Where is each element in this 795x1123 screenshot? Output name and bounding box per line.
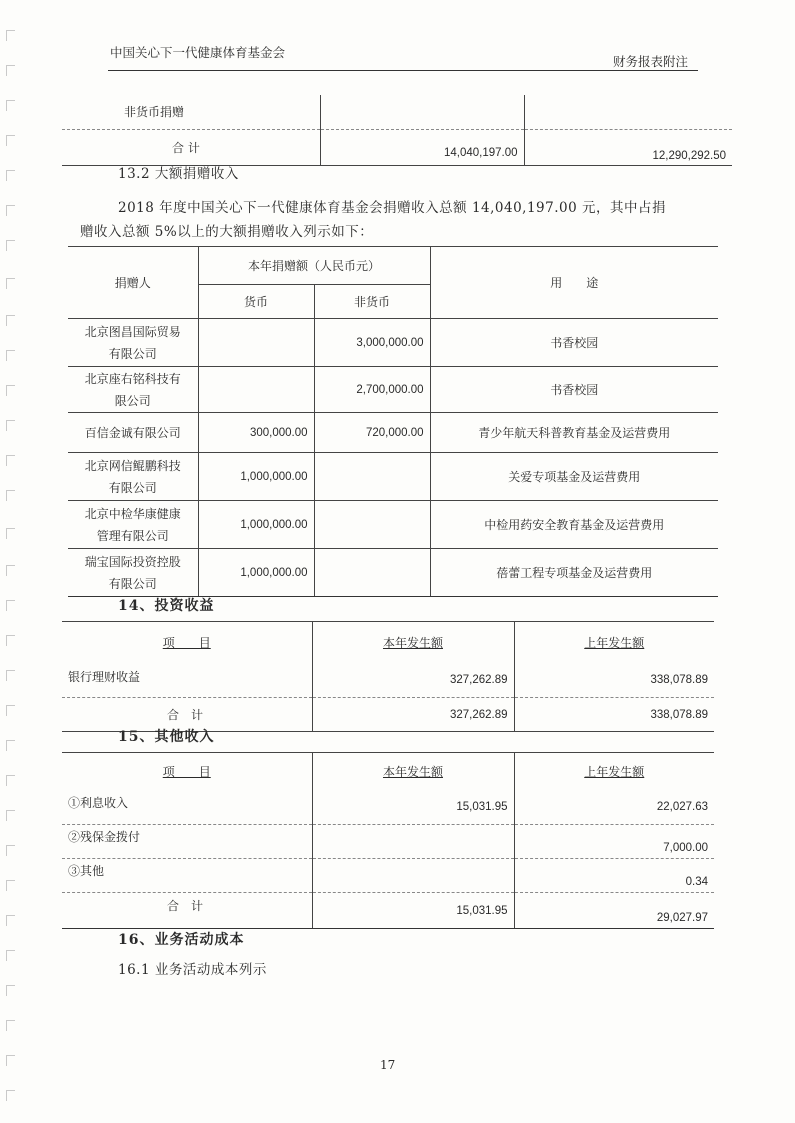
row-label: ①利息收入	[62, 791, 312, 825]
total-label: 合 计	[62, 129, 320, 165]
donor-name-line1: 北京座右铭科技有	[84, 371, 181, 386]
donor-cell	[68, 501, 198, 549]
table-row	[68, 501, 718, 549]
row-current	[312, 825, 514, 859]
row-label: ③其他	[62, 859, 312, 893]
purpose-cell: 青少年航天科普教育基金及运营费用	[430, 413, 718, 453]
col-current-text: 本年发生额	[382, 765, 443, 780]
donor-name-line1: 北京中检华康健康	[84, 506, 181, 521]
header-donor: 捐赠人	[68, 247, 198, 319]
table-row	[62, 859, 714, 893]
total-previous: 29,027.97	[514, 893, 714, 929]
section-13-2-para-line2: 赠收入总额 5%以上的大额捐赠收入列示如下：	[80, 224, 374, 240]
total-label: 合 计	[62, 893, 312, 929]
col-previous-text: 上年发生额	[584, 765, 645, 780]
noncash-cell: 720,000.00	[314, 413, 430, 453]
donor-name-line1: 北京图昌国际贸易	[84, 324, 181, 339]
header-rule	[108, 70, 698, 71]
cash-cell: 1,000,000.00	[198, 501, 314, 549]
section-16-heading: 16、业务活动成本	[118, 932, 245, 948]
cash-cell	[198, 319, 314, 367]
section-15-heading: 15、其他收入	[118, 729, 215, 745]
col-current	[312, 622, 514, 664]
page-number: 17	[380, 1058, 396, 1072]
donor-cell: 百信金诚有限公司	[68, 413, 198, 453]
col-current	[312, 753, 514, 791]
cash-cell	[198, 367, 314, 413]
donor-cell	[68, 549, 198, 597]
cash-cell: 300,000.00	[198, 413, 314, 453]
purpose-cell: 书香校园	[430, 367, 718, 413]
col-item	[62, 753, 312, 791]
row-previous: 7,000.00	[514, 825, 714, 859]
purpose-cell: 中检用药安全教育基金及运营费用	[430, 501, 718, 549]
noncash-cell	[314, 501, 430, 549]
donor-cell	[68, 367, 198, 413]
donor-name-line2: 有限公司	[108, 346, 157, 361]
total-previous: 338,078.89	[514, 698, 714, 732]
top-table	[62, 95, 732, 166]
row-previous	[524, 95, 732, 129]
investment-table	[62, 621, 714, 732]
header-doc-label: 财务报表附注	[613, 54, 689, 69]
row-current	[320, 95, 524, 129]
row-previous: 22,027.63	[514, 791, 714, 825]
col-item-text: 项 目	[162, 636, 211, 651]
header-amount: 本年捐赠额（人民币元）	[198, 247, 430, 285]
donor-cell	[68, 319, 198, 367]
col-previous	[514, 753, 714, 791]
row-current	[312, 859, 514, 893]
col-item	[62, 622, 312, 664]
noncash-cell	[314, 453, 430, 501]
table-row	[68, 319, 718, 367]
donor-name-line1: 北京网信鲲鹏科技	[84, 458, 181, 473]
section-16-1-heading: 16.1 业务活动成本列示	[118, 962, 267, 978]
total-previous: 12,290,292.50	[524, 129, 732, 165]
table-row	[68, 549, 718, 597]
donor-name-line2: 有限公司	[108, 480, 157, 495]
total-label: 合 计	[62, 698, 312, 732]
table-row	[62, 893, 714, 929]
purpose-cell: 蓓蕾工程专项基金及运营费用	[430, 549, 718, 597]
table-row	[62, 95, 732, 129]
header-org-name: 中国关心下一代健康体育基金会	[110, 45, 286, 60]
donor-name-line2: 限公司	[114, 393, 151, 408]
donor-name-line2: 管理有限公司	[96, 528, 169, 543]
col-current-text: 本年发生额	[382, 636, 443, 651]
header-cash: 货币	[198, 285, 314, 319]
total-current: 14,040,197.00	[320, 129, 524, 165]
cash-cell: 1,000,000.00	[198, 549, 314, 597]
col-item-text: 项 目	[162, 765, 211, 780]
header-purpose: 用 途	[430, 247, 718, 319]
other-income-table	[62, 752, 714, 929]
table-row	[62, 664, 714, 698]
row-label: ②残保金拨付	[62, 825, 312, 859]
table-row	[62, 825, 714, 859]
section-13-2-heading: 13.2 大额捐赠收入	[118, 166, 239, 182]
row-previous: 338,078.89	[514, 664, 714, 698]
row-current: 327,262.89	[312, 664, 514, 698]
row-label: 非货币捐赠	[62, 95, 320, 129]
section-14-heading: 14、投资收益	[118, 598, 215, 614]
section-13-2-para-line1: 2018 年度中国关心下一代健康体育基金会捐赠收入总额 14,040,197.00 元，其中占捐	[118, 200, 666, 216]
row-previous: 0.34	[514, 859, 714, 893]
table-row	[68, 367, 718, 413]
total-current: 15,031.95	[312, 893, 514, 929]
table-row	[68, 413, 718, 453]
purpose-cell: 关爱专项基金及运营费用	[430, 453, 718, 501]
noncash-cell: 2,700,000.00	[314, 367, 430, 413]
header-noncash: 非货币	[314, 285, 430, 319]
table-row	[62, 791, 714, 825]
donor-name-line2: 有限公司	[108, 576, 157, 591]
noncash-cell	[314, 549, 430, 597]
total-current: 327,262.89	[312, 698, 514, 732]
col-previous	[514, 622, 714, 664]
purpose-cell: 书香校园	[430, 319, 718, 367]
row-label: 银行理财收益	[62, 664, 312, 698]
donation-table	[68, 246, 718, 597]
table-row	[68, 453, 718, 501]
col-previous-text: 上年发生额	[584, 636, 645, 651]
cash-cell: 1,000,000.00	[198, 453, 314, 501]
donor-name-line1: 瑞宝国际投资控股	[84, 554, 181, 569]
table-row	[62, 129, 732, 165]
noncash-cell: 3,000,000.00	[314, 319, 430, 367]
donor-cell	[68, 453, 198, 501]
row-current: 15,031.95	[312, 791, 514, 825]
